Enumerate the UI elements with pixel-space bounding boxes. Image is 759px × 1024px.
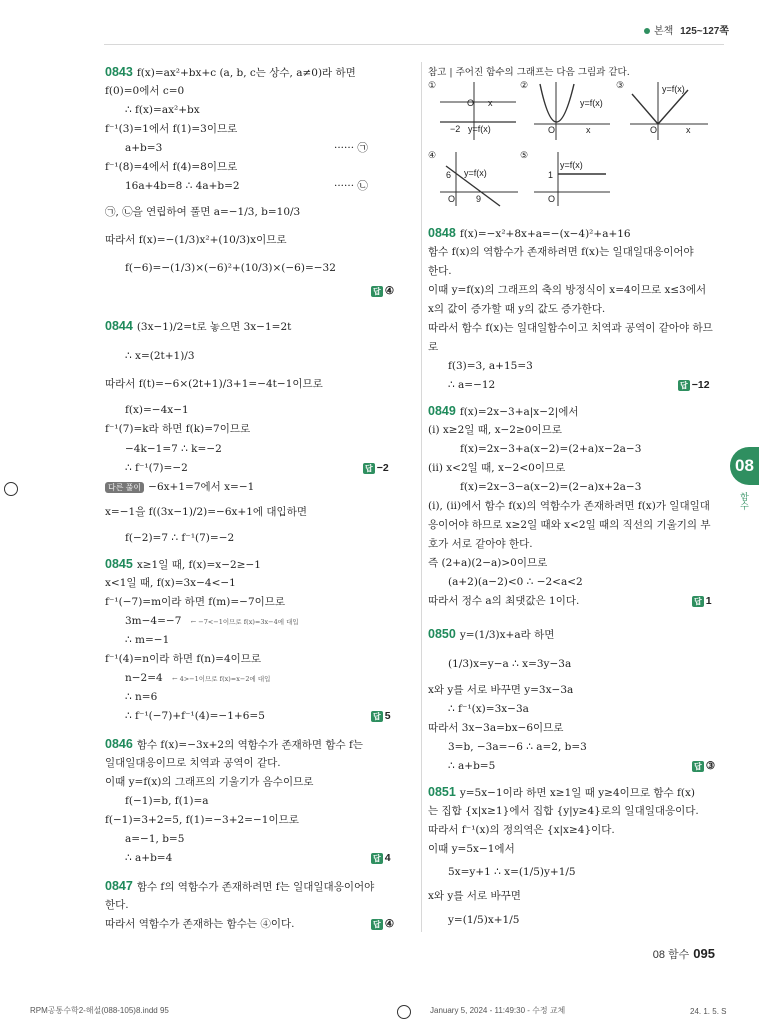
option-label: ③ [616,80,625,90]
text-line: 16a+4b=8 ∴ 4a+b=2 [125,180,240,192]
answer-icon: 답 [694,761,702,771]
origin-label: O [650,125,658,135]
text-line: f(x)=ax²+bx+c (a, b, c는 상수, a≠0)라 하면 [136,67,356,79]
text-line: (i) x≥2일 때, x−2≥0이므로 [428,424,562,436]
graph-function-label: y=f(x) [662,84,685,94]
text-line: ∴ f(x)=ax²+bx [125,104,200,116]
text-line: 로 [428,341,439,353]
bullet-icon [644,28,650,34]
graph-1 [428,80,518,142]
answer-badge: 답 1 [694,595,712,607]
option-label: ① [428,80,437,90]
text-line: 따라서 f(t)=−6×(2t+1)/3+1=−4t−1이므로 [105,378,323,390]
note-title: 참고 | 주어진 함수의 그래프는 다음 그림과 같다. [428,67,630,78]
header-label: 본책 [654,26,674,37]
chapter-tab: 08 [730,447,759,485]
text-line: f⁻¹(8)=4에서 f(4)=8이므로 [105,161,238,173]
text-line: −6x+1=7에서 x=−1 [148,481,255,493]
text-line: 이때 y=5x−1에서 [428,843,515,855]
answer-badge: 답 ③ [694,760,716,772]
answer-badge: 답 ④ [373,285,395,297]
column-divider [421,62,422,932]
problem-number: 0846 [105,737,133,751]
option-label: ④ [428,150,437,160]
graph-function-label: y=f(x) [560,160,583,170]
text-line: f⁻¹(−7)=m이라 하면 f(m)=−7이므로 [105,596,286,608]
axis-x-label: x [488,98,493,108]
text-line: f(x)=2x−3+a(x−2)=(2+a)x−2a−3 [460,443,642,455]
problem-number: 0844 [105,319,133,333]
answer-icon: 답 [373,919,381,929]
text-line: 3m−4=−7 [125,615,182,627]
text-line: f(−1)=3+2=5, f(1)=−3+2=−1이므로 [105,814,299,826]
print-date: 24. 1. 5. S [690,1007,727,1016]
side-note: ← −7<−1이므로 f(x)=3x−4에 대입 [190,618,299,626]
print-file-name: RPM공통수학2-해설(088-105)8.indd 95 [30,1006,169,1015]
text-line: 5x=y+1 ∴ x=(1/5)y+1/5 [448,866,576,878]
text-line: 응이어야 하므로 x≥2일 때와 x<2일 때의 직선의 기울기의 부 [428,519,711,531]
text-line: f(−1)=b, f(1)=a [125,795,209,807]
text-line: y=5x−1이라 하면 x≥1일 때 y≥4이므로 함수 f(x) [459,787,696,799]
text-line: ∴ f⁻¹(x)=3x−3a [448,703,529,715]
text-line: 따라서 함수 f(x)는 일대일함수이고 치역과 공역이 같아야 하므 [428,322,713,334]
registration-mark-icon [4,482,18,496]
text-line: 호가 서로 같아야 한다. [428,538,533,550]
answer-icon: 답 [680,380,688,390]
text-line: 따라서 f(x)=−(1/3)x²+(10/3)x이므로 [105,234,287,246]
answer-icon: 답 [694,596,702,606]
graph-3 [616,80,710,142]
problem-number: 0845 [105,557,133,571]
footer-section: 08 함수 [652,949,690,961]
answer-icon: 답 [373,853,381,863]
problem-number: 0848 [428,226,456,240]
problem-number: 0851 [428,785,456,799]
text-line: (3x−1)/2=t로 놓으면 3x−1=2t [136,321,292,333]
text-line: 따라서 역함수가 존재하는 함수는 ④이다. [105,918,295,930]
graph-2 [520,80,612,142]
print-timestamp: January 5, 2024 - 11:49:30 - 수정 교체 [430,1006,566,1015]
text-line: y=(1/3)x+a라 하면 [459,629,555,641]
header-pages: 125~127쪽 [680,26,729,37]
text-line: 함수 f(x)=−3x+2의 역함수가 존재하면 함수 f는 [136,739,364,751]
answer-badge: 답 4 [373,852,391,864]
text-line: ∴ f⁻¹(7)=−2 [125,462,188,474]
answer-badge: 답 5 [373,710,391,722]
equation-ref: ······ ㉡ [334,180,368,192]
text-line: 한다. [105,899,129,911]
text-line: ㉠, ㉡을 연립하여 풀면 a=−1/3, b=10/3 [105,206,301,218]
text-line: a+b=3 [125,142,163,154]
graph-4 [428,150,520,208]
text-line: 한다. [428,265,452,277]
page-number: 095 [693,946,715,961]
text-line: x=−1을 f((3x−1)/2)=−6x+1에 대입하면 [105,506,307,518]
graph-function-label: y=f(x) [580,98,603,108]
text-line: (i), (ii)에서 함수 f(x)의 역함수가 존재하려면 f(x)가 일대일대 [428,500,710,512]
text-line: f(−6)=−(1/3)×(−6)²+(10/3)×(−6)=−32 [125,262,336,274]
text-line: 함수 f의 역함수가 존재하려면 f는 일대일대응이어야 [136,881,375,893]
problem-number: 0847 [105,879,133,893]
answer-badge: 답 −12 [680,379,710,391]
graph-tick-label: 6 [446,170,452,180]
text-line: −4k−1=7 ∴ k=−2 [125,443,222,455]
alt-solution-badge: 다른 풀이 [105,482,144,493]
text-line: 즉 (2+a)(2−a)>0이므로 [428,557,548,569]
text-line: f⁻¹(3)=1에서 f(1)=3이므로 [105,123,238,135]
text-line: f⁻¹(4)=n이라 하면 f(n)=4이므로 [105,653,262,665]
text-line: 따라서 3x−3a=bx−6이므로 [428,722,564,734]
text-line: x와 y를 서로 바꾸면 y=3x−3a [428,684,574,696]
registration-mark-icon [397,1005,411,1019]
chapter-tab-label: 함수 [739,492,749,510]
text-line: x의 값이 증가할 때 y의 값도 증가한다. [428,303,606,315]
text-line: f⁻¹(7)=k라 하면 f(k)=7이므로 [105,423,251,435]
text-line: ∴ a+b=4 [125,852,173,864]
text-line: 는 집합 {x|x≥1}에서 집합 {y|y≥4}로의 일대일대응이다. [428,805,699,817]
text-line: 이때 y=f(x)의 그래프의 기울기가 음수이므로 [105,776,314,788]
origin-label: O [467,98,475,108]
text-line: f(−2)=7 ∴ f⁻¹(7)=−2 [125,532,235,544]
text-line: ∴ f⁻¹(−7)+f⁻¹(4)=−1+6=5 [125,710,265,722]
text-line: ∴ a=−12 [448,379,496,391]
text-line: 이때 y=f(x)의 그래프의 축의 방정식이 x=4이므로 x≤3에서 [428,284,707,296]
side-note: ← 4>−1이므로 f(x)=x−2에 대입 [172,675,271,683]
equation-ref: ······ ㉠ [334,142,368,154]
text-line: 일대일대응이므로 치역과 공역이 같다. [105,757,281,769]
option-label: ② [520,80,529,90]
text-line: a=−1, b=5 [125,833,185,845]
text-line: x≥1일 때, f(x)=x−2≥−1 [136,559,261,571]
axis-x-label: x [586,125,591,135]
problem-number: 0849 [428,404,456,418]
text-line: f(x)=2x−3−a(x−2)=(2−a)x+2a−3 [460,481,642,493]
text-line: f(x)=−x²+8x+a=−(x−4)²+a+16 [459,228,631,240]
text-line: f(x)=2x−3+a|x−2|에서 [459,406,579,418]
origin-label: O [548,194,556,204]
origin-label: O [448,194,456,204]
answer-icon: 답 [373,286,381,296]
problem-number: 0850 [428,627,456,641]
text-line: ∴ x=(2t+1)/3 [125,350,195,362]
text-line: x<1일 때, f(x)=3x−4<−1 [105,577,236,589]
problem-number: 0843 [105,65,133,79]
text-line: 따라서 정수 a의 최댓값은 1이다. [428,595,580,607]
text-line: 3=b, −3a=−6 ∴ a=2, b=3 [448,741,587,753]
page-footer [653,946,715,962]
graph-5 [520,150,612,208]
graph-function-label: y=f(x) [464,168,487,178]
graph-tick-label: −2 [450,124,461,134]
graph-function-label: y=f(x) [468,124,491,134]
text-line: n−2=4 [125,672,163,684]
page-header [644,22,729,37]
answer-icon: 답 [365,463,373,473]
text-line: 함수 f(x)의 역함수가 존재하려면 f(x)는 일대일대응이어야 [428,246,694,258]
text-line: ∴ m=−1 [125,634,170,646]
answer-icon: 답 [373,711,381,721]
origin-label: O [548,125,556,135]
text-line: f(3)=3, a+15=3 [448,360,533,372]
text-line: ∴ n=6 [125,691,158,703]
answer-badge: 답 ④ [373,918,395,930]
text-line: (1/3)x=y−a ∴ x=3y−3a [448,658,572,670]
text-line: (a+2)(a−2)<0 ∴ −2<a<2 [448,576,583,588]
header-rule [104,44,724,45]
text-line: y=(1/5)x+1/5 [448,914,520,926]
axis-x-label: x [686,125,691,135]
graph-tick-label: 9 [476,194,482,204]
graph-tick-label: 1 [548,170,554,180]
text-line: 따라서 f⁻¹(x)의 정의역은 {x|x≥4}이다. [428,824,615,836]
text-line: (ii) x<2일 때, x−2<0이므로 [428,462,566,474]
text-line: f(x)=−4x−1 [125,404,189,416]
text-line: x와 y를 서로 바꾸면 [428,890,521,902]
answer-badge: 답 −2 [365,462,389,474]
option-label: ⑤ [520,150,529,160]
text-line: ∴ a+b=5 [448,760,496,772]
text-line: f(0)=0에서 c=0 [105,85,185,97]
